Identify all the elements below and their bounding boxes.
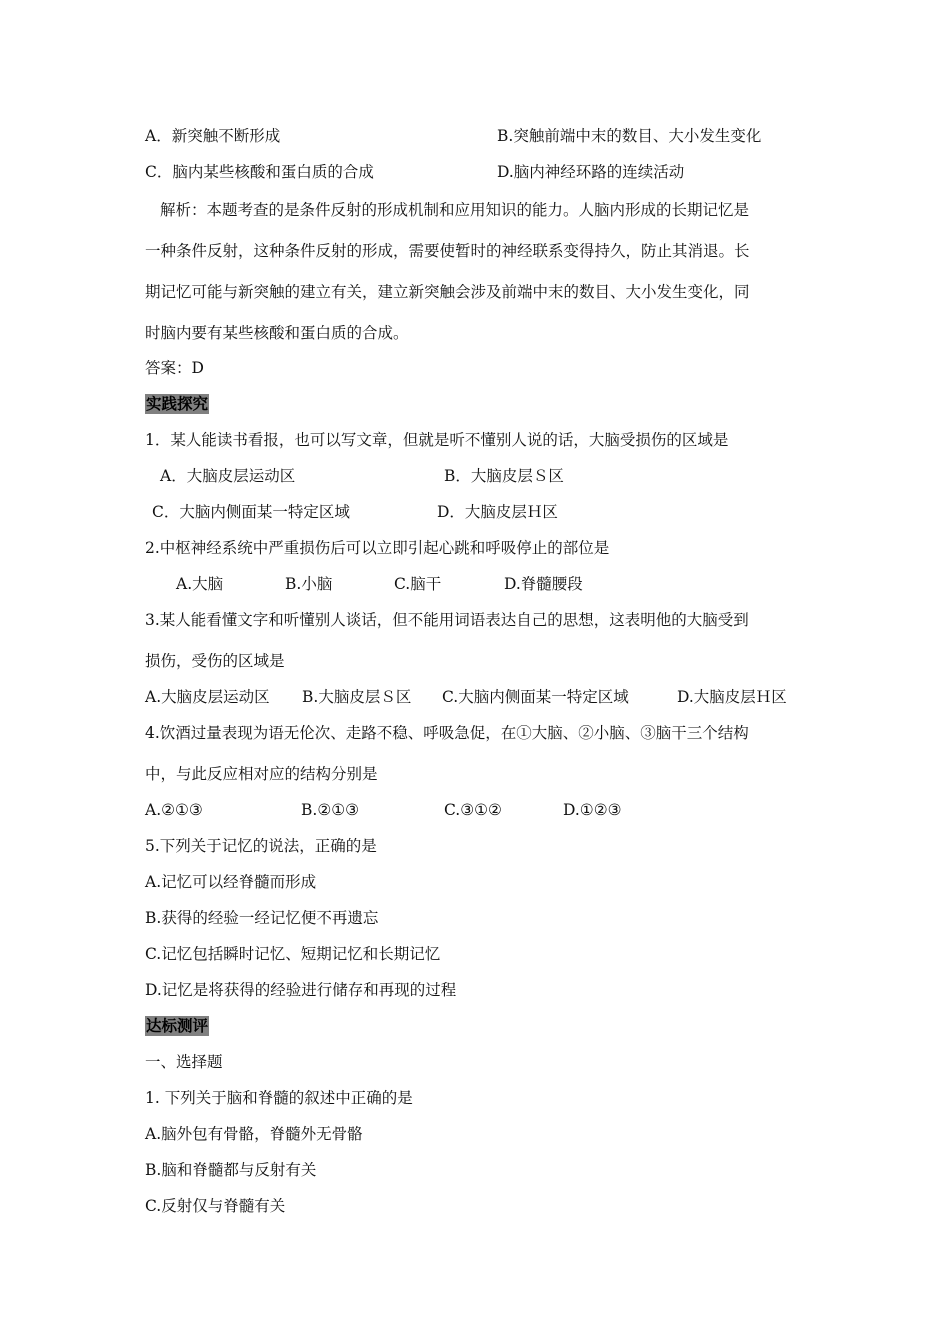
practice-q3-stem: 3.某人能看懂文字和听懂别人谈话，但不能用词语表达自己的思想，这表明他的大脑受到 <box>145 611 749 629</box>
practice-q4-option-b: B.②①③ <box>301 801 360 819</box>
practice-q4-stem-continued: 中，与此反应相对应的结构分别是 <box>145 765 378 783</box>
practice-q4-option-d: D.①②③ <box>563 801 622 819</box>
practice-heading: 实践探究 <box>146 394 209 413</box>
analysis-line-2: 一种条件反射，这种条件反射的形成，需要使暂时的神经联系变得持久，防止其消退。长 <box>145 242 750 260</box>
practice-q2-option-c: C.脑干 <box>394 575 442 593</box>
practice-q3-stem-continued: 损伤，受伤的区域是 <box>145 652 285 670</box>
practice-q1-option-a: A．大脑皮层运动区 <box>160 467 296 485</box>
practice-q3-option-c: C.大脑内侧面某一特定区域 <box>442 688 629 706</box>
analysis-line-3: 期记忆可能与新突触的建立有关，建立新突触会涉及前端中末的数目、大小发生变化，同 <box>145 283 750 301</box>
assessment-q1-option-c: C.反射仅与脊髓有关 <box>145 1197 286 1215</box>
prev-option-b: B.突触前端中末的数目、大小发生变化 <box>497 127 762 145</box>
section-title: 一、选择题 <box>145 1053 223 1071</box>
practice-q1-option-c: C．大脑内侧面某一特定区域 <box>152 503 350 521</box>
practice-q5-option-d: D.记忆是将获得的经验进行储存和再现的过程 <box>145 981 457 999</box>
prev-option-d: D.脑内神经环路的连续活动 <box>497 163 685 181</box>
practice-q3-option-d: D.大脑皮层Ｈ区 <box>677 688 787 706</box>
practice-q2-option-b: B.小脑 <box>285 575 333 593</box>
assessment-q1-stem: 1. 下列关于脑和脊髓的叙述中正确的是 <box>145 1089 413 1107</box>
practice-q5-stem: 5.下列关于记忆的说法，正确的是 <box>145 837 377 855</box>
practice-q1-option-b: B．大脑皮层Ｓ区 <box>444 467 564 485</box>
practice-q3-option-a: A.大脑皮层运动区 <box>145 688 270 706</box>
practice-q2-stem: 2.中枢神经系统中严重损伤后可以立即引起心跳和呼吸停止的部位是 <box>145 539 610 557</box>
assessment-heading: 达标测评 <box>146 1016 209 1035</box>
practice-q2-option-a: A.大脑 <box>176 575 224 593</box>
practice-q1-stem: 1．某人能读书看报，也可以写文章，但就是听不懂别人说的话，大脑受损伤的区域是 <box>145 431 729 449</box>
practice-q5-option-b: B.获得的经验一经记忆便不再遗忘 <box>145 909 379 927</box>
answer-text: 答案：D <box>145 359 204 377</box>
assessment-q1-option-a: A.脑外包有骨骼，脊髓外无骨骼 <box>145 1125 363 1143</box>
assessment-q1-option-b: B.脑和脊髓都与反射有关 <box>145 1161 317 1179</box>
analysis-line-4: 时脑内要有某些核酸和蛋白质的合成。 <box>145 324 409 342</box>
practice-q4-stem: 4.饮酒过量表现为语无伦次、走路不稳、呼吸急促，在①大脑、②小脑、③脑干三个结构 <box>145 724 749 742</box>
practice-q4-option-a: A.②①③ <box>145 801 203 819</box>
prev-option-a: A．新突触不断形成 <box>145 127 281 145</box>
practice-q3-option-b: B.大脑皮层Ｓ区 <box>302 688 412 706</box>
practice-q1-option-d: D．大脑皮层Ｈ区 <box>437 503 558 521</box>
practice-q5-option-c: C.记忆包括瞬时记忆、短期记忆和长期记忆 <box>145 945 441 963</box>
practice-q4-option-c: C.③①② <box>444 801 502 819</box>
prev-option-c: C．脑内某些核酸和蛋白质的合成 <box>145 163 374 181</box>
practice-q2-option-d: D.脊髓腰段 <box>504 575 583 593</box>
practice-q5-option-a: A.记忆可以经脊髓而形成 <box>145 873 317 891</box>
analysis-line-1: 解析：本题考查的是条件反射的形成机制和应用知识的能力。人脑内形成的长期记忆是 <box>160 201 750 219</box>
